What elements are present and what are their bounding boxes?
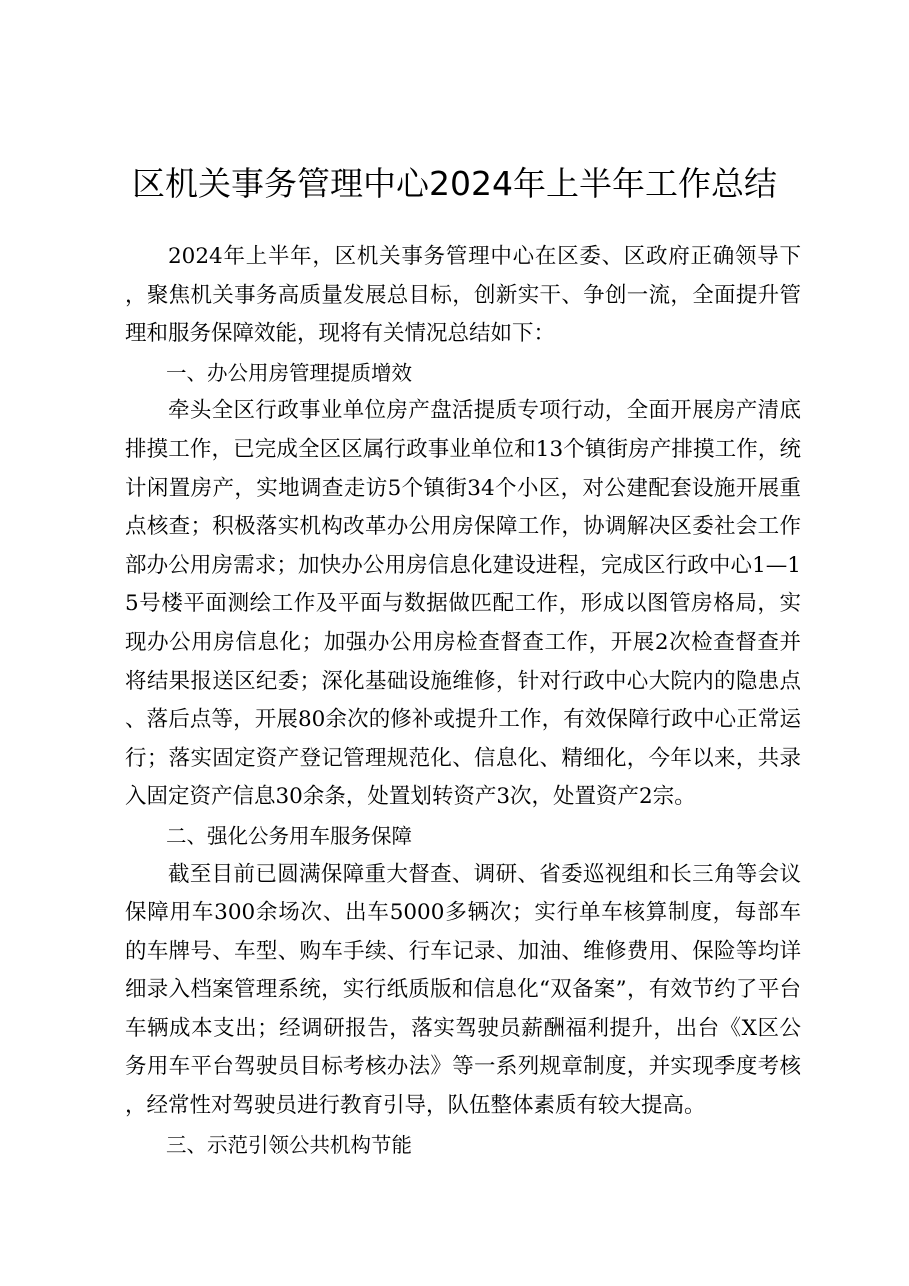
intro-paragraph: 2024年上半年，区机关事务管理中心在区委、区政府正确领导下，聚焦机关事务高质量发展总目标，创新实干、争创一流，全面提升管理和服务保障效能，现将有关情况总结如下：	[125, 244, 801, 347]
section-heading-energy-saving: 三、示范引领公共机构节能	[166, 1132, 412, 1157]
section-paragraph-office-housing: 牵头全区行政事业单位房产盘活提质专项行动，全面开展房产清底排摸工作，已完成全区区属行政事业单位和13个镇街房产排摸工作，统计闲置房产，实地调查走访5个镇街34个小区，对公建配套设施开展重点核查；积极落实机构改革办公用房保障工作，协调解决区委社会工作部办公用房需求；加快办公用房信息化建设进程，完成区行政中心1—15号楼平面测绘工作及平面与数据做匹配工作，形成以图管房格局，实现办公用房信息化；加强办公用房检查督查工作，开展2次检查督查并将结果报送区纪委；深化基础设施维修，针对行政中心大院内的隐患点、落后点等，开展80余次的修补或提升工作，有效保障行政中心正常运行；落实固定资产登记管理规范化、信息化、精细化，今年以来，共录入固定资产信息30余条，处置划转资产3次，处置资产2宗。	[125, 398, 801, 810]
document-body	[125, 238, 801, 1164]
document-title: 区机关事务管理中心2024年上半年工作总结	[132, 164, 777, 203]
section-paragraph-official-vehicles: 截至目前已圆满保障重大督查、调研、省委巡视组和长三角等会议保障用车300余场次、出车5000多辆次；实行单车核算制度，每部车的车牌号、车型、购车手续、行车记录、加油、维修费用、保险等均详细录入档案管理系统，实行纸质版和信息化“双备案”，有效节约了平台车辆成本支出；经调研报告，落实驾驶员薪酬福利提升，出台《X区公务用车平台驾驶员目标考核办法》等一系列规章制度，并实现季度考核，经常性对驾驶员进行教育引导，队伍整体素质有较大提高。	[125, 861, 801, 1119]
section-heading-office-housing: 一、办公用房管理提质增效	[166, 360, 412, 385]
section-heading-official-vehicles: 二、强化公务用车服务保障	[166, 823, 412, 848]
